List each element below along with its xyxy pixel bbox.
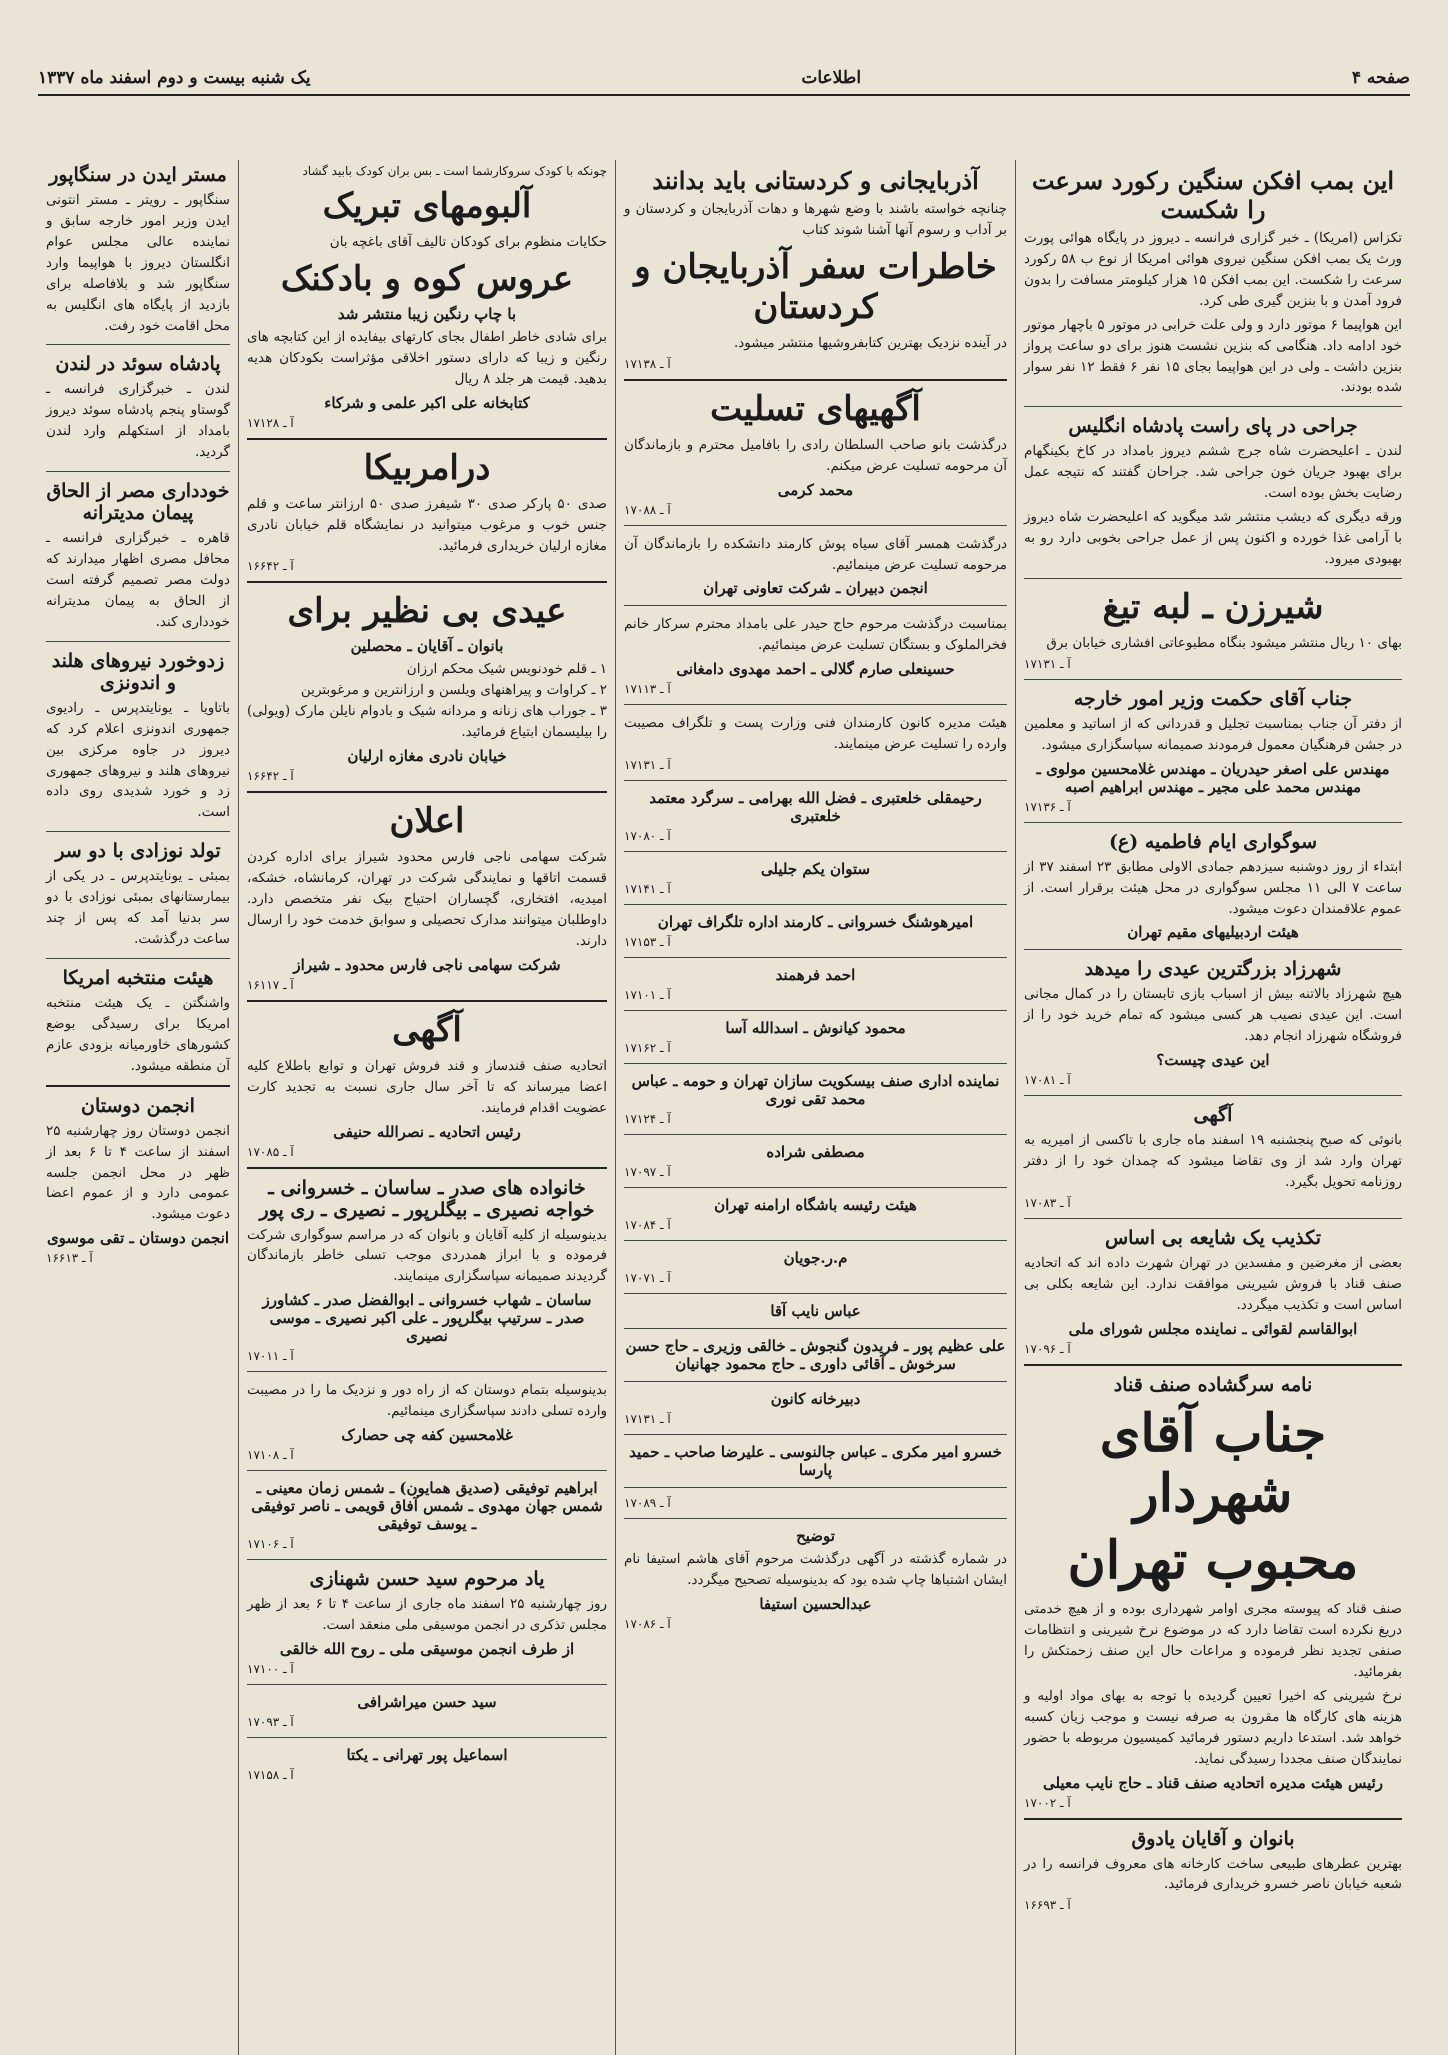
subheadline: سوگواری ایام فاطمیه (ع) — [1108, 830, 1318, 853]
divider — [624, 1518, 1007, 1519]
newspaper-page — [38, 60, 1410, 2035]
article-text: در شماره گذشته در آگهی درگذشت مرحوم آقای هاشم استیفا نام ایشان اشتباها چاپ شده بود که بدینوسیله تصحیح میگردد. — [624, 1551, 1007, 1589]
page-number: صفحه ۴ — [1351, 68, 1410, 88]
signature: با چاپ رنگین زیبا منتشر شد — [337, 304, 517, 323]
divider — [247, 1371, 607, 1372]
column-2 — [615, 160, 1015, 2055]
divider — [624, 1010, 1007, 1011]
divider — [624, 1134, 1007, 1135]
signature: محمود کیانوش ـ اسدالله آسا — [725, 1019, 906, 1038]
column-1 — [1015, 160, 1410, 2055]
article-text: صنف قناد که پیوسته مجری اوامر شهرداری بوده و از هیچ خدمتی دریغ نکرده است تقاضا دارد که در موضوع نرخ شیرینی و انتظامات صنفی تجدید نظر فرموده و مراعات حال این صنف زحمتکش را بفرمائید. — [1024, 1601, 1402, 1680]
ad-headline: عیدی بی نظیر برای — [287, 591, 567, 632]
headline: این بمب افکن سنگین رکورد سرعت را شکست — [1031, 166, 1395, 224]
divider — [624, 851, 1007, 852]
article-text: قاهره ـ خبرگزاری فرانسه ـ محافل مصری اظهار میدارند که دولت مصر تصمیم گرفته است از الحاق به پیمان مدیترانه خودداری کند. — [46, 530, 230, 630]
ad-headline: آلبومهای تبریک — [322, 186, 532, 226]
ad-code: آ ـ ۱۷۰۹۶ — [1024, 1341, 1071, 1356]
column-3 — [238, 160, 615, 2055]
ad-code: آ ـ ۱۷۰۸۱ — [1024, 1073, 1071, 1088]
ad-headline: خاطرات سفر آذربایجان و کردستان — [634, 246, 997, 327]
signature: ابراهیم توفیقی (صدیق همایون) ـ شمس زمان معینی ـ شمس جهان مهدوی ـ شمس آفاق قویمی ـ ناصر توفیقی ـ یوسف توفیقی — [251, 1479, 603, 1534]
ad-code: آ ـ ۱۷۰۱۱ — [247, 1349, 294, 1364]
ad-code: آ ـ ۱۷۱۳۸ — [624, 356, 671, 371]
column-4 — [38, 160, 238, 2055]
article-text: واشنگتن ـ یک هیئت منتخبه امریکا برای رسیدگی بوضع کشورهای خاورمیانه بزودی عازم آن منطقه میشود. — [46, 994, 230, 1074]
display-headline: محبوب تهران — [1067, 1530, 1359, 1592]
ad-code: آ ـ ۱۷۰۷۱ — [624, 1271, 671, 1286]
article-text: حکایات منظوم برای کودکان تالیف آقای باغچه بان — [329, 234, 607, 250]
article-text: روز چهارشنبه ۲۵ اسفند ماه جاری از ساعت ۴ تا ۶ بعد از ظهر مجلس تذکری در انجمن موسیقی ملی منعقد است. — [247, 1596, 608, 1634]
subheadline: یاد مرحوم سید حسن شهنازی — [309, 1568, 545, 1591]
ad-code: آ ـ ۱۷۰۸۹ — [624, 1496, 671, 1511]
signature: م.ر.جویان — [783, 1249, 848, 1268]
ad-headline: درامربیکا — [363, 447, 491, 488]
divider — [46, 344, 230, 345]
article-text: لندن ـ اعلیحضرت شاه جرج ششم دیروز بامداد در کاخ بکینگهام برای بهبود جریان خون جراحی شد. جراحان گفتند که نتیجه عمل رضایت بخش بوده است. — [1024, 443, 1402, 502]
article-text: باتاویا ـ یونایتدپرس ـ رادیوی جمهوری اندونزی اعلام کرد که دیروز در جاوه مرکزی بین نیروهای هلند و نیروهای جمهوری زد و خورد شدیدی روی داده است. — [46, 699, 230, 821]
divider — [247, 1000, 607, 1002]
signature: انجمن دبیران ـ شرکت تعاونی تهران — [703, 579, 928, 598]
ad-code: آ ـ ۱۷۰۸۴ — [624, 1218, 671, 1233]
subheadline: انجمن دوستان — [81, 1094, 195, 1117]
divider — [46, 831, 230, 832]
ad-code: آ ـ ۱۷۰۸۳ — [1024, 1195, 1071, 1210]
signature: دبیرخانه کانون — [770, 1390, 861, 1409]
article-text: ورقه دیگری که دیشب منتشر شد میگوید که اعلیحضرت شاه دیروز با آرامی غذا خورده و اکنون پس از عمل جراحی بخوبی دارد رو به بهبودی میرود. — [1024, 509, 1402, 567]
signature: محمد کرمی — [777, 480, 854, 499]
article-text: صدی ۵۰ پارکر صدی ۳۰ شیفرز صدی ۵۰ ارزانتر ساعت و قلم جنس خوب و مرغوب میتوانید در نمایشگاه قلم خیابان نادری مغازه ارلیان خریداری فرمائید. — [247, 495, 607, 554]
ad-code: آ ـ ۱۷۱۳۱ — [624, 1412, 671, 1427]
divider — [46, 1085, 230, 1087]
article-text: ابتداء از روز دوشنبه سیزدهم جمادی الاولی مطابق ۲۳ اسفند ۳۷ از ساعت ۷ الی ۱۱ مجلس سوگواری در محل هیئت برقرار است. از عموم علاقمندان دعوت میشود. — [1024, 858, 1403, 917]
signature: انجمن دوستان ـ تقی موسوی — [46, 1229, 230, 1248]
ad-code: آ ـ ۱۶۱۱۷ — [247, 977, 294, 992]
issue-date: یک شنبه بیست و دوم اسفند ماه ۱۳۳۷ — [38, 68, 311, 88]
article-text: بهای ۱۰ ریال منتشر میشود بنگاه مطبوعاتی افشاری خیابان برق — [1046, 634, 1402, 651]
signature: حسینعلی صارم گلالی ـ احمد مهدوی دامغانی — [676, 660, 955, 679]
signature: مصطفی شراده — [766, 1143, 865, 1162]
signature: غلامحسین کفه چی حصارک — [341, 1426, 513, 1445]
article-text: سنگاپور ـ رویتر ـ مستر انتونی ایدن وزیر امور خارجه سابق و نماینده عالی مجلس عوام انگلستان دیروز با هواپیما وارد سنگاپور شد و بلافاصله برای بازدید از پایگاه های انگلیس به محل اقامت خود رفت. — [46, 192, 230, 334]
ad-code: آ ـ ۱۷۰۸۵ — [247, 1144, 294, 1159]
subheadline: خانواده های صدر ـ ساسان ـ خسروانی ـ خواجه نصیری ـ بیگلرپور ـ نصیری ـ ری پور — [259, 1176, 595, 1221]
article-text: ۱ ـ قلم خودنویس شیک محکم ارزان ۲ ـ کراوات و پیراهنهای ویلسن و ارزانترین و مرغوبترین ۳ ـ جوراب های زنانه و مردانه شیک و بادوام نایلن مارک (ویولی) را بیلیسمان ابتیاع فرمائید. — [247, 661, 607, 741]
signature: هیئت رئیسه باشگاه ارامنه تهران — [714, 1196, 917, 1215]
article-text: هیئت مدیره کانون کارمندان فنی وزارت پست و تلگراف مصیبت وارده را تسلیت عرض مینمایند. — [624, 715, 1007, 753]
newspaper-name: اطلاعات — [801, 68, 862, 88]
divider — [1024, 1218, 1402, 1219]
ad-code: آ ـ ۱۷۱۰۸ — [247, 1448, 294, 1463]
divider — [624, 1381, 1007, 1382]
article-text: این هواپیما ۶ موتور دارد و ولی علت خرابی در موتور ۵ باچهار موتور خود ادامه داد. هنگامی که بنزین نشست هنوز برای دو ساعت پرواز بنزین داشت ـ ولی در این هواپیما بجای ۱۵ نفر ۶ فقط ۱۲ نفر سوار شده بودند. — [1024, 316, 1402, 396]
article-text: از دفتر آن جناب بمناسبت تجلیل و قدردانی که از اساتید و معلمین در جشن فرهنگیان معمول فرمودند صمیمانه سپاسگزاری میشود. — [1024, 715, 1402, 753]
divider — [46, 471, 230, 472]
signature: ستوان یکم جلیلی — [760, 860, 871, 879]
ad-headline: شیرزن ـ لبه تیغ — [1102, 586, 1324, 627]
subheadline: جراحی در پای راست پادشاه انگلیس — [1068, 415, 1358, 438]
ad-code: آ ـ ۱۷۱۳۱ — [1024, 656, 1071, 671]
ad-code: آ ـ ۱۷۰۸۰ — [624, 829, 671, 844]
article-text: برای شادی خاطر اطفال بجای کارتهای بیفایده از این کتابچه های رنگین و زیبا که دارای دستور اخلاقی مؤثراست بکودکان هدیه بدهید. قیمت هر جلد ۸ ریال — [247, 328, 607, 387]
subheadline: بانوان و آقایان یادوق — [1131, 1827, 1295, 1850]
divider — [624, 1328, 1007, 1329]
subheadline: تولد نوزادی با دو سر — [55, 840, 221, 863]
signature: خسرو امیر مکری ـ عباس جالنوسی ـ علیرضا صاحب ـ حمید پارسا — [629, 1443, 1002, 1480]
ad-headline: آگهیهای تسلیت — [710, 388, 921, 429]
divider — [624, 704, 1007, 705]
article-text: بعضی از مغرضین و مفسدین در تهران شهرت داده اند که اتحادیه صنف قناد با فروش شیرینی موافقت ندارد. این شایعه بکلی بی اساس است و تکذیب میگردد. — [1024, 1254, 1402, 1313]
divider — [624, 1063, 1007, 1064]
article-text: درگذشت بانو صاحب السلطان رادی را بافامیل محترم و بازماندگان آن مرحومه تسلیت عرض میکنم. — [624, 436, 1007, 474]
signature: شرکت سهامی ناجی فارس محدود ـ شیراز — [293, 955, 561, 974]
divider — [624, 525, 1007, 526]
article-text: بمبئی ـ یونایتدپرس ـ در یکی از بیمارستانهای بمبئی نوزادی با دو سر بدنیا آمد که پس از چند ساعت درگذشت. — [46, 868, 230, 948]
signature: ساسان ـ شهاب خسروانی ـ ابوالفضل صدر ـ کشاورز صدر ـ سرتیپ بیگلرپور ـ علی اکبر نصیری ـ موسی نصیری — [262, 1291, 592, 1346]
subheadline: پادشاه سوئد در لندن — [55, 353, 221, 376]
ad-code: آ ـ ۱۷۱۳۱ — [624, 758, 671, 773]
signature: احمد فرهمند — [775, 966, 856, 985]
divider — [247, 1167, 607, 1169]
article-text: بدینوسیله بتمام دوستان که از راه دور و نزدیک ما را در مصیبت وارده تسلی دادند سپاسگزاری مینمائیم. — [247, 1382, 607, 1420]
ad-code: آ ـ ۱۷۰۹۳ — [247, 1714, 294, 1729]
ad-code: آ ـ ۱۷۱۳۶ — [1024, 799, 1071, 814]
ad-headline: اعلان — [389, 801, 465, 842]
divider — [1024, 822, 1402, 823]
ad-code: آ ـ ۱۷۱۱۳ — [624, 682, 671, 697]
ad-code: آ ـ ۱۷۱۶۲ — [624, 1041, 671, 1056]
signature: از طرف انجمن موسیقی ملی ـ روح الله خالقی — [279, 1639, 575, 1658]
subheadline: زدوخورد نیروهای هلند و اندونزی — [51, 649, 225, 694]
article-text: بمناسبت درگذشت مرحوم حاج حیدر علی بامداد محترم سرکار خانم فخرالملوک و بستگان تسلیت عرض مینمائیم. — [624, 616, 1007, 654]
divider — [624, 1293, 1007, 1294]
article-text: نرخ شیرینی که اخیرا تعیین گردیده با توجه به بهای مواد اولیه و هزینه های کارگاه ها مقرون به صرفه نیست و موجب زیان کسبه خواهد شد. استدعا داریم دستور فرمائید کمیسیون مربوطه با حضور نمایندگان صنف مجددا رسیدگی نماید. — [1024, 1687, 1402, 1767]
divider — [624, 1434, 1007, 1435]
ad-code: آ ـ ۱۶۶۴۲ — [247, 559, 294, 574]
display-headline: جناب آقای شهردار — [1099, 1402, 1327, 1524]
divider — [624, 1240, 1007, 1241]
ad-code: آ ـ ۱۷۱۲۸ — [247, 415, 294, 430]
divider — [624, 605, 1007, 606]
article-text: انجمن دوستان روز چهارشنبه ۲۵ اسفند از ساعت ۴ تا ۶ بعد از ظهر در محل انجمن جلسه عمومی دارد و از عموم اعضا دعوت میشود. — [46, 1122, 231, 1223]
signature: عباس نایب آقا — [770, 1302, 861, 1321]
signature: بانوان ـ آقایان ـ محصلین — [350, 637, 504, 656]
divider — [624, 780, 1007, 781]
signature: اسماعیل پور تهرانی ـ یکتا — [346, 1745, 508, 1764]
signature: رحیمقلی خلعتبری ـ فضل الله بهرامی ـ سرگرد معتمد خلعتبری — [649, 789, 982, 826]
divider — [624, 1187, 1007, 1188]
ad-code: آ ـ ۱۷۰۸۶ — [624, 1616, 671, 1631]
ad-code: آ ـ ۱۶۶۴۲ — [247, 769, 294, 784]
article-text: چنانچه خواسته باشند با وضع شهرها و دهات آذربایجان و کردستان و بر آداب و رسوم آنها آشنا شوند کتاب — [624, 201, 1007, 238]
article-text: در آینده نزدیک بهترین کتابفروشیها منتشر میشود. — [734, 334, 1007, 351]
divider — [1024, 578, 1402, 579]
article-text: درگذشت همسر آقای سیاه پوش کارمند دانشکده را بازماندگان آن مرحومه تسلیت عرض مینمائیم. — [624, 535, 1007, 573]
divider — [1024, 679, 1402, 680]
ad-code: آ ـ ۱۶۶۱۳ — [46, 1251, 93, 1266]
ad-code: آ ـ ۱۷۱۵۳ — [624, 935, 671, 950]
divider — [1024, 1364, 1402, 1366]
signature: ابوالقاسم لقوائی ـ نماینده مجلس شورای ملی — [1068, 1319, 1358, 1338]
signature: کتابخانه علی اکبر علمی و شرکاء — [324, 393, 530, 412]
signature: نماینده اداری صنف بیسکویت سازان تهران و حومه ـ عباس محمد تقی نوری — [631, 1072, 1000, 1109]
signature: خیابان نادری مغازه ارلیان — [347, 747, 507, 766]
divider — [624, 379, 1007, 381]
signature: هیئت اردبیلیهای مقیم تهران — [1127, 923, 1299, 942]
divider — [1024, 949, 1402, 950]
ad-code: آ ـ ۱۷۱۴۱ — [624, 882, 671, 897]
article-text: بانوئی که صبح پنجشنبه ۱۹ اسفند ماه جاری با تاکسی از امیریه به تهران وارد شد از وی تقاضا میشود که چمدان خود را از دفتر روزنامه تحویل بگیرد. — [1024, 1132, 1402, 1191]
signature: امیرهوشنگ خسروانی ـ کارمند اداره تلگراف تهران — [657, 913, 974, 932]
subheadline: شهرزاد بزرگترین عیدی را میدهد — [1084, 958, 1342, 981]
ad-code: آ ـ ۱۷۱۰۶ — [247, 1537, 294, 1552]
divider — [624, 1487, 1007, 1488]
divider — [46, 958, 230, 959]
article-text: تکزاس (امریکا) ـ خبر گزاری فرانسه ـ دیروز در پایگاه هوائی پورت ورث یک بمب افکن سنگین نیروی هوائی امریکا از نوع ب ۵۸ رکورد سرعت را شکست. این بمب افکن ۱۵ هزار کیلومتر مسافت را بدون فرود آمدن و با بنزین گیری طی کرد. — [1024, 230, 1402, 309]
divider — [247, 1470, 607, 1471]
article-text: بهترین عطرهای طبیعی ساخت کارخانه های معروف فرانسه را در شعبه خیابان ناصر خسرو خریداری فرمائید. — [1024, 1855, 1402, 1893]
ad-code: آ ـ ۱۷۱۲۴ — [624, 1112, 671, 1127]
subheadline: نامه سرگشاده صنف قناد — [1113, 1373, 1313, 1396]
ad-code: آ ـ ۱۷۱۰۰ — [247, 1661, 294, 1676]
subheadline: خودداری مصر از الحاق پیمان مدیترانه — [46, 480, 230, 525]
signature: مهندس علی اصغر حیدریان ـ مهندس غلامحسین مولوی ـ مهندس محمد علی مجیر ـ مهندس ابراهیم اصبه — [1036, 759, 1390, 796]
signature: این عیدی چیست؟ — [1156, 1051, 1270, 1070]
article-text: بدینوسیله از کلیه آقایان و بانوان که در مراسم سوگواری شرکت فرموده و با ابراز همدردی موجب تسلی خاطر بازماندگان گردیدند صمیمانه سپاسگزاری مینمایند. — [247, 1226, 607, 1285]
ad-code: آ ـ ۱۷۰۹۷ — [624, 1165, 671, 1180]
divider — [1024, 1818, 1402, 1820]
signature: سید حسن میراشرافی — [357, 1692, 497, 1711]
divider — [247, 1737, 607, 1738]
article-text: شرکت سهامی ناجی فارس محدود شیراز برای اداره کردن قسمت اتاقها و نمایندگی شرکت در تهران، کرمانشاه، خشکه، امیدیه، افتخاری، گچساران احتیاج بیک نفر متخصص دارد. داوطلبان میتوانند مدارک تحصیلی و سوابق خدمت خود را ارسال دارند. — [247, 849, 607, 949]
article-text: اتحادیه صنف قندساز و قند فروش تهران و توابع باطلاع کلیه اعضا میرساند که تا آخر سال جاری نسبت به تجدید کارت عضویت اقدام فرمایند. — [247, 1057, 607, 1116]
subheadline: هیئت منتخبه امریکا — [62, 966, 214, 989]
subheadline: آگهی — [1193, 1104, 1233, 1127]
divider — [247, 581, 607, 583]
subheadline: جناب آقای حکمت وزیر امور خارجه — [1073, 687, 1353, 710]
divider — [247, 791, 607, 793]
signature: توضیح — [796, 1527, 835, 1546]
signature: علی عظیم پور ـ فریدون گنجوش ـ خالقی وزیری ـ حاج حسن سرخوش ـ آقائی داوری ـ حاج محمود جهانیان — [625, 1337, 1006, 1374]
ad-code: آ ـ ۱۷۰۸۸ — [624, 502, 671, 517]
article-text: هیچ شهرزاد بالاتنه بیش از اسباب بازی تابستان را در کمال مجانی است. این عیدی نصیب هر کسی میشود که تمام خرید خود را از فروشگاه شهرزاد انجام دهد. — [1024, 986, 1402, 1045]
headline: آذربایجانی و کردستانی باید بدانند — [652, 166, 979, 195]
divider — [1024, 1095, 1402, 1096]
tagline: چونکه با کودک سروکارشما است ـ بس بران کودک بابید گشاد — [302, 164, 607, 178]
divider — [624, 904, 1007, 905]
subheadline: تکذیب یک شایعه بی اساس — [1104, 1226, 1322, 1249]
article-text: لندن ـ خبرگزاری فرانسه ـ گوستاو پنجم پادشاه سوئد دیروز بامداد از استکهلم وارد لندن گردید. — [46, 381, 230, 461]
ad-headline: آگهی — [392, 1009, 462, 1050]
ad-code: آ ـ ۱۷۰۰۲ — [1024, 1795, 1071, 1810]
ad-code: آ ـ ۱۶۶۹۳ — [1024, 1898, 1071, 1913]
signature: رئیس اتحادیه ـ نصرالله حنیفی — [333, 1122, 521, 1141]
divider — [247, 1684, 607, 1685]
ad-headline: عروس کوه و بادکنک — [280, 258, 574, 299]
divider — [247, 438, 607, 440]
divider — [1024, 406, 1402, 407]
subheadline: مستر ایدن در سنگاپور — [49, 164, 227, 186]
divider — [247, 1559, 607, 1560]
ad-code: آ ـ ۱۷۱۰۱ — [624, 988, 671, 1003]
divider — [46, 641, 230, 642]
signature: عبدالحسین استیفا — [759, 1594, 872, 1613]
ad-code: آ ـ ۱۷۱۵۸ — [247, 1767, 294, 1782]
signature: رئیس هیئت مدیره اتحادیه صنف قناد ـ حاج نایب معیلی — [1042, 1773, 1384, 1792]
divider — [624, 957, 1007, 958]
